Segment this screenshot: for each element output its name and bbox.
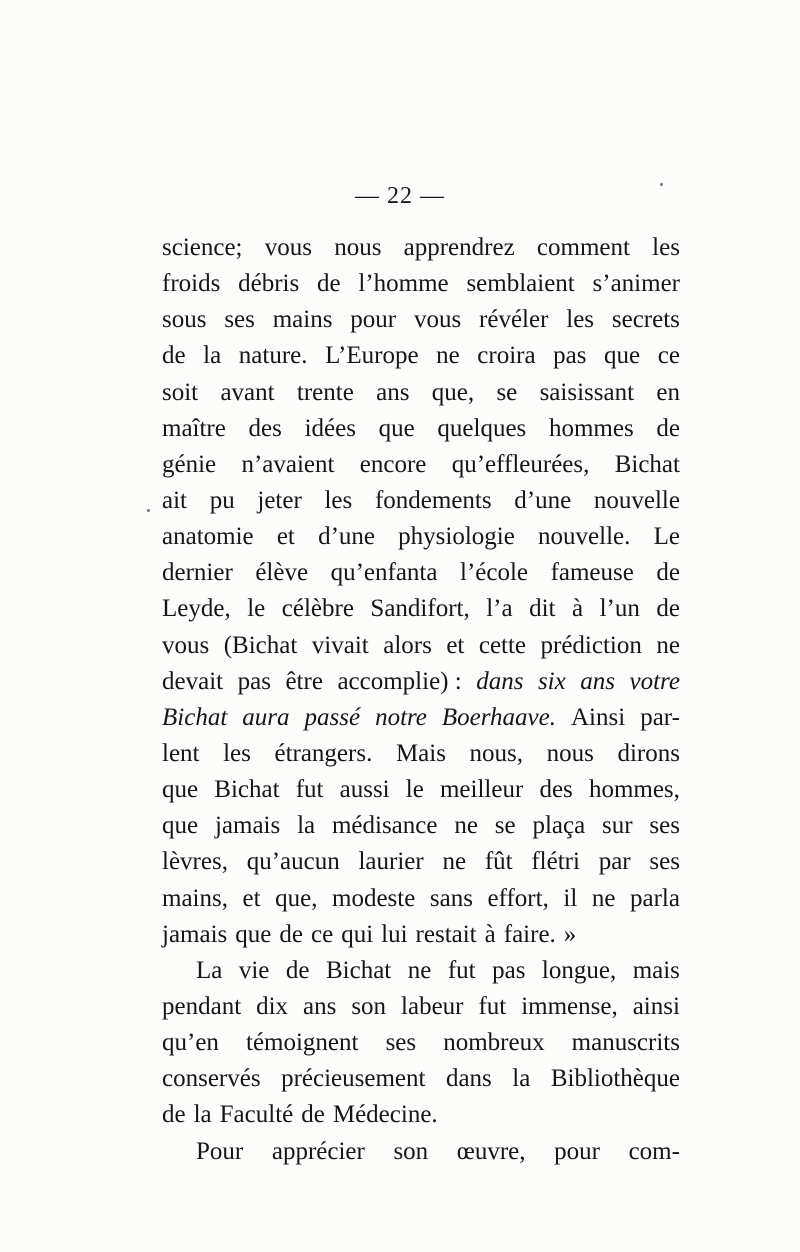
text-line — [162, 1097, 680, 1133]
italic-word: notre — [375, 703, 427, 731]
word: le — [247, 595, 266, 623]
word: semblaient — [466, 270, 575, 298]
word: vous — [162, 631, 210, 659]
word: science; — [162, 234, 243, 261]
word: la — [193, 1101, 212, 1129]
word: apprécier — [271, 1137, 365, 1165]
word: de — [162, 342, 186, 370]
word: qu’en — [162, 1029, 219, 1057]
text-line — [162, 664, 680, 700]
word: ce — [310, 920, 334, 948]
word: par- — [640, 703, 680, 731]
word: parla — [629, 884, 680, 912]
word: sur — [602, 812, 633, 840]
word: Bichat — [214, 776, 280, 804]
word: lent — [162, 739, 200, 767]
word: il — [563, 884, 578, 912]
word: alors — [383, 631, 432, 659]
text-line — [162, 266, 680, 302]
word: flétri — [531, 848, 580, 876]
word: l’un — [599, 595, 640, 623]
word: l’école — [460, 559, 529, 587]
word: pour — [554, 1137, 600, 1165]
word: lèvres, — [162, 848, 228, 876]
word: se — [494, 812, 516, 840]
word: physiologie — [398, 523, 515, 551]
italic-word: ans — [580, 667, 615, 695]
word: de — [656, 559, 680, 587]
word: ne — [442, 848, 467, 876]
word: jamais — [214, 812, 281, 840]
word: mains — [272, 306, 333, 334]
word: que, — [275, 884, 318, 912]
word: la — [203, 342, 222, 370]
text-line — [162, 302, 680, 338]
word: cette — [478, 631, 527, 659]
word: ne — [591, 884, 616, 912]
word: mains, — [162, 884, 228, 912]
word: son — [351, 992, 387, 1020]
word: ait — [162, 486, 187, 514]
word: ses — [224, 306, 255, 334]
word: conservés — [162, 1065, 261, 1093]
text-line — [162, 230, 680, 266]
text-line — [162, 519, 680, 555]
word: quelques — [437, 414, 527, 442]
word: et — [446, 631, 465, 659]
word: sans — [429, 884, 473, 912]
paper-speck — [660, 183, 663, 186]
word: l’homme — [358, 270, 449, 298]
text-line — [162, 375, 680, 411]
text-line — [162, 628, 680, 664]
word: comment — [536, 234, 630, 261]
word: qu’effleurées, — [451, 450, 590, 478]
word: pour — [350, 306, 397, 334]
word: Ainsi — [571, 703, 626, 731]
word: faire. — [503, 920, 556, 948]
word: les — [223, 739, 251, 767]
word: débris — [238, 270, 300, 298]
word: Bichat — [614, 450, 680, 478]
word: soit — [162, 378, 199, 406]
word: nouvelle — [593, 486, 680, 514]
word: des — [248, 414, 282, 442]
text-line — [162, 338, 680, 374]
text-line — [162, 447, 680, 483]
word: (Bichat — [223, 631, 298, 659]
word: plaça — [532, 812, 586, 840]
word: modeste — [332, 884, 416, 912]
italic-word: dans — [476, 667, 524, 695]
word: maître — [162, 414, 226, 442]
word: Leyde, — [162, 595, 231, 623]
word: de — [317, 270, 341, 298]
word: pu — [209, 486, 235, 514]
word: hommes — [548, 414, 634, 442]
word: ne — [436, 342, 460, 370]
word: longue, — [541, 956, 617, 984]
text-line — [162, 1134, 680, 1170]
word: dans — [445, 1065, 492, 1093]
italic-word: passé — [304, 703, 361, 731]
word: fut — [295, 776, 324, 804]
word: Mais — [395, 739, 446, 767]
word: de — [301, 1101, 325, 1129]
word: » — [563, 920, 577, 948]
word: génie — [162, 450, 217, 478]
word: vivait — [311, 631, 369, 659]
word: ans — [376, 378, 410, 406]
word: nature. — [238, 342, 308, 370]
word: s’animer — [592, 270, 680, 298]
word: froids — [162, 270, 221, 298]
word: anatomie — [162, 523, 254, 551]
word: que — [378, 414, 415, 442]
word: à — [484, 920, 496, 948]
word: fut — [478, 992, 507, 1020]
word: qu’aucun — [246, 848, 340, 876]
word: La — [196, 956, 223, 984]
word: sous — [162, 306, 207, 334]
text-line — [162, 483, 680, 519]
word: laurier — [358, 848, 424, 876]
word: Pour — [196, 1137, 244, 1165]
word: les — [324, 486, 353, 514]
word: lui — [381, 920, 408, 948]
word: nous — [546, 739, 594, 767]
word: aussi — [339, 776, 390, 804]
word: dirons — [617, 739, 680, 767]
word: prédiction — [540, 631, 642, 659]
word: et — [276, 523, 295, 551]
word: ans — [303, 992, 337, 1020]
word: apprendrez — [403, 234, 515, 261]
text-line — [162, 411, 680, 447]
word: à — [572, 595, 584, 623]
word: l’a — [486, 595, 513, 623]
italic-word: votre — [629, 667, 680, 695]
word: pas — [237, 667, 271, 695]
word: œuvre, — [456, 1137, 526, 1165]
word: nous — [334, 234, 382, 261]
word: immense, — [521, 992, 618, 1020]
text-line — [162, 591, 680, 627]
word: fondements — [374, 486, 492, 514]
word: en — [656, 378, 680, 406]
word: Médecine. — [332, 1101, 438, 1129]
text-line — [162, 555, 680, 591]
word: étrangers. — [274, 739, 373, 767]
word: ses — [649, 848, 680, 876]
word: de — [162, 1101, 186, 1129]
italic-word: Bichat — [162, 703, 228, 731]
word: meilleur — [439, 776, 524, 804]
word: se — [496, 378, 518, 406]
word: dit — [529, 595, 556, 623]
text-line — [162, 700, 680, 736]
word: nouvelle. — [538, 523, 631, 551]
italic-word: six — [537, 667, 566, 695]
word: son — [393, 1137, 429, 1165]
word: que, — [431, 378, 475, 406]
word: accomplie) : — [337, 667, 462, 695]
word: croira — [477, 342, 536, 370]
word: dix — [256, 992, 289, 1020]
word: le — [405, 776, 424, 804]
text-line — [162, 1025, 680, 1061]
word: Sandifort, — [370, 595, 470, 623]
word: ses — [385, 1029, 417, 1057]
word: Bichat — [325, 956, 392, 984]
word: fût — [484, 848, 513, 876]
word: célèbre — [281, 595, 354, 623]
word: Bibliothèque — [550, 1065, 680, 1093]
word: élève — [255, 559, 309, 587]
word: la — [297, 812, 316, 840]
word: jeter — [257, 486, 302, 514]
word: nombreux — [443, 1029, 545, 1057]
word: médisance — [331, 812, 438, 840]
word: que — [604, 342, 641, 370]
word: et — [242, 884, 261, 912]
paper-speck — [147, 509, 150, 512]
word: révéler — [479, 306, 549, 334]
word: com- — [628, 1137, 680, 1165]
text-line — [162, 808, 680, 844]
word: d’une — [514, 486, 572, 514]
word: hommes, — [588, 776, 680, 804]
word: de — [656, 414, 680, 442]
word: restait — [415, 920, 477, 948]
word: Faculté — [219, 1101, 294, 1129]
word: devait — [162, 667, 224, 695]
text-line — [162, 989, 680, 1025]
text-line — [162, 917, 680, 953]
italic-word: Boerhaave. — [441, 703, 556, 731]
word: des — [539, 776, 573, 804]
word: les — [566, 306, 595, 334]
word: ses — [649, 812, 680, 840]
word: être — [285, 667, 323, 695]
text-line — [162, 736, 680, 772]
word: pas — [492, 956, 526, 984]
word: ne — [656, 631, 680, 659]
word: les — [652, 234, 680, 261]
page-number: — 22 — — [355, 183, 445, 209]
word: nous, — [469, 739, 524, 767]
word: vous — [264, 234, 312, 261]
word: ce — [657, 342, 680, 370]
word: que — [235, 920, 272, 948]
word: vie — [238, 956, 270, 984]
italic-word: aura — [242, 703, 290, 731]
word: par — [598, 848, 631, 876]
word: n’avaient — [241, 450, 335, 478]
word: jamais — [162, 920, 228, 948]
word: idées — [304, 414, 356, 442]
word: qui — [341, 920, 374, 948]
word: qu’enfanta — [330, 559, 438, 587]
word: de — [656, 595, 680, 623]
word: d’une — [318, 523, 375, 551]
word: pendant — [162, 992, 242, 1020]
text-line — [162, 844, 680, 880]
word: avant — [220, 378, 275, 406]
word: la — [512, 1065, 531, 1093]
word: fut — [447, 956, 476, 984]
word: ainsi — [632, 992, 680, 1020]
word: secrets — [611, 306, 680, 334]
word: fameuse — [550, 559, 634, 587]
word: Le — [653, 523, 680, 551]
text-line — [162, 1061, 680, 1097]
word: que — [162, 812, 199, 840]
text-line — [162, 881, 680, 917]
word: saisissant — [539, 378, 635, 406]
word: que — [162, 776, 199, 804]
word: trente — [296, 378, 354, 406]
word: L’Europe — [325, 342, 419, 370]
text-line — [162, 772, 680, 808]
word: témoignent — [246, 1029, 359, 1057]
word: manuscrits — [571, 1029, 680, 1057]
word: ne — [454, 812, 478, 840]
word: effort, — [487, 884, 549, 912]
word: précieusement — [281, 1065, 426, 1093]
body-text — [162, 230, 680, 1170]
word: encore — [359, 450, 427, 478]
word: vous — [413, 306, 462, 334]
word: pas — [553, 342, 587, 370]
word: ne — [407, 956, 432, 984]
word: mais — [632, 956, 680, 984]
word: dernier — [162, 559, 233, 587]
word: labeur — [401, 992, 464, 1020]
text-line — [162, 953, 680, 989]
word: de — [279, 920, 303, 948]
word: de — [285, 956, 310, 984]
